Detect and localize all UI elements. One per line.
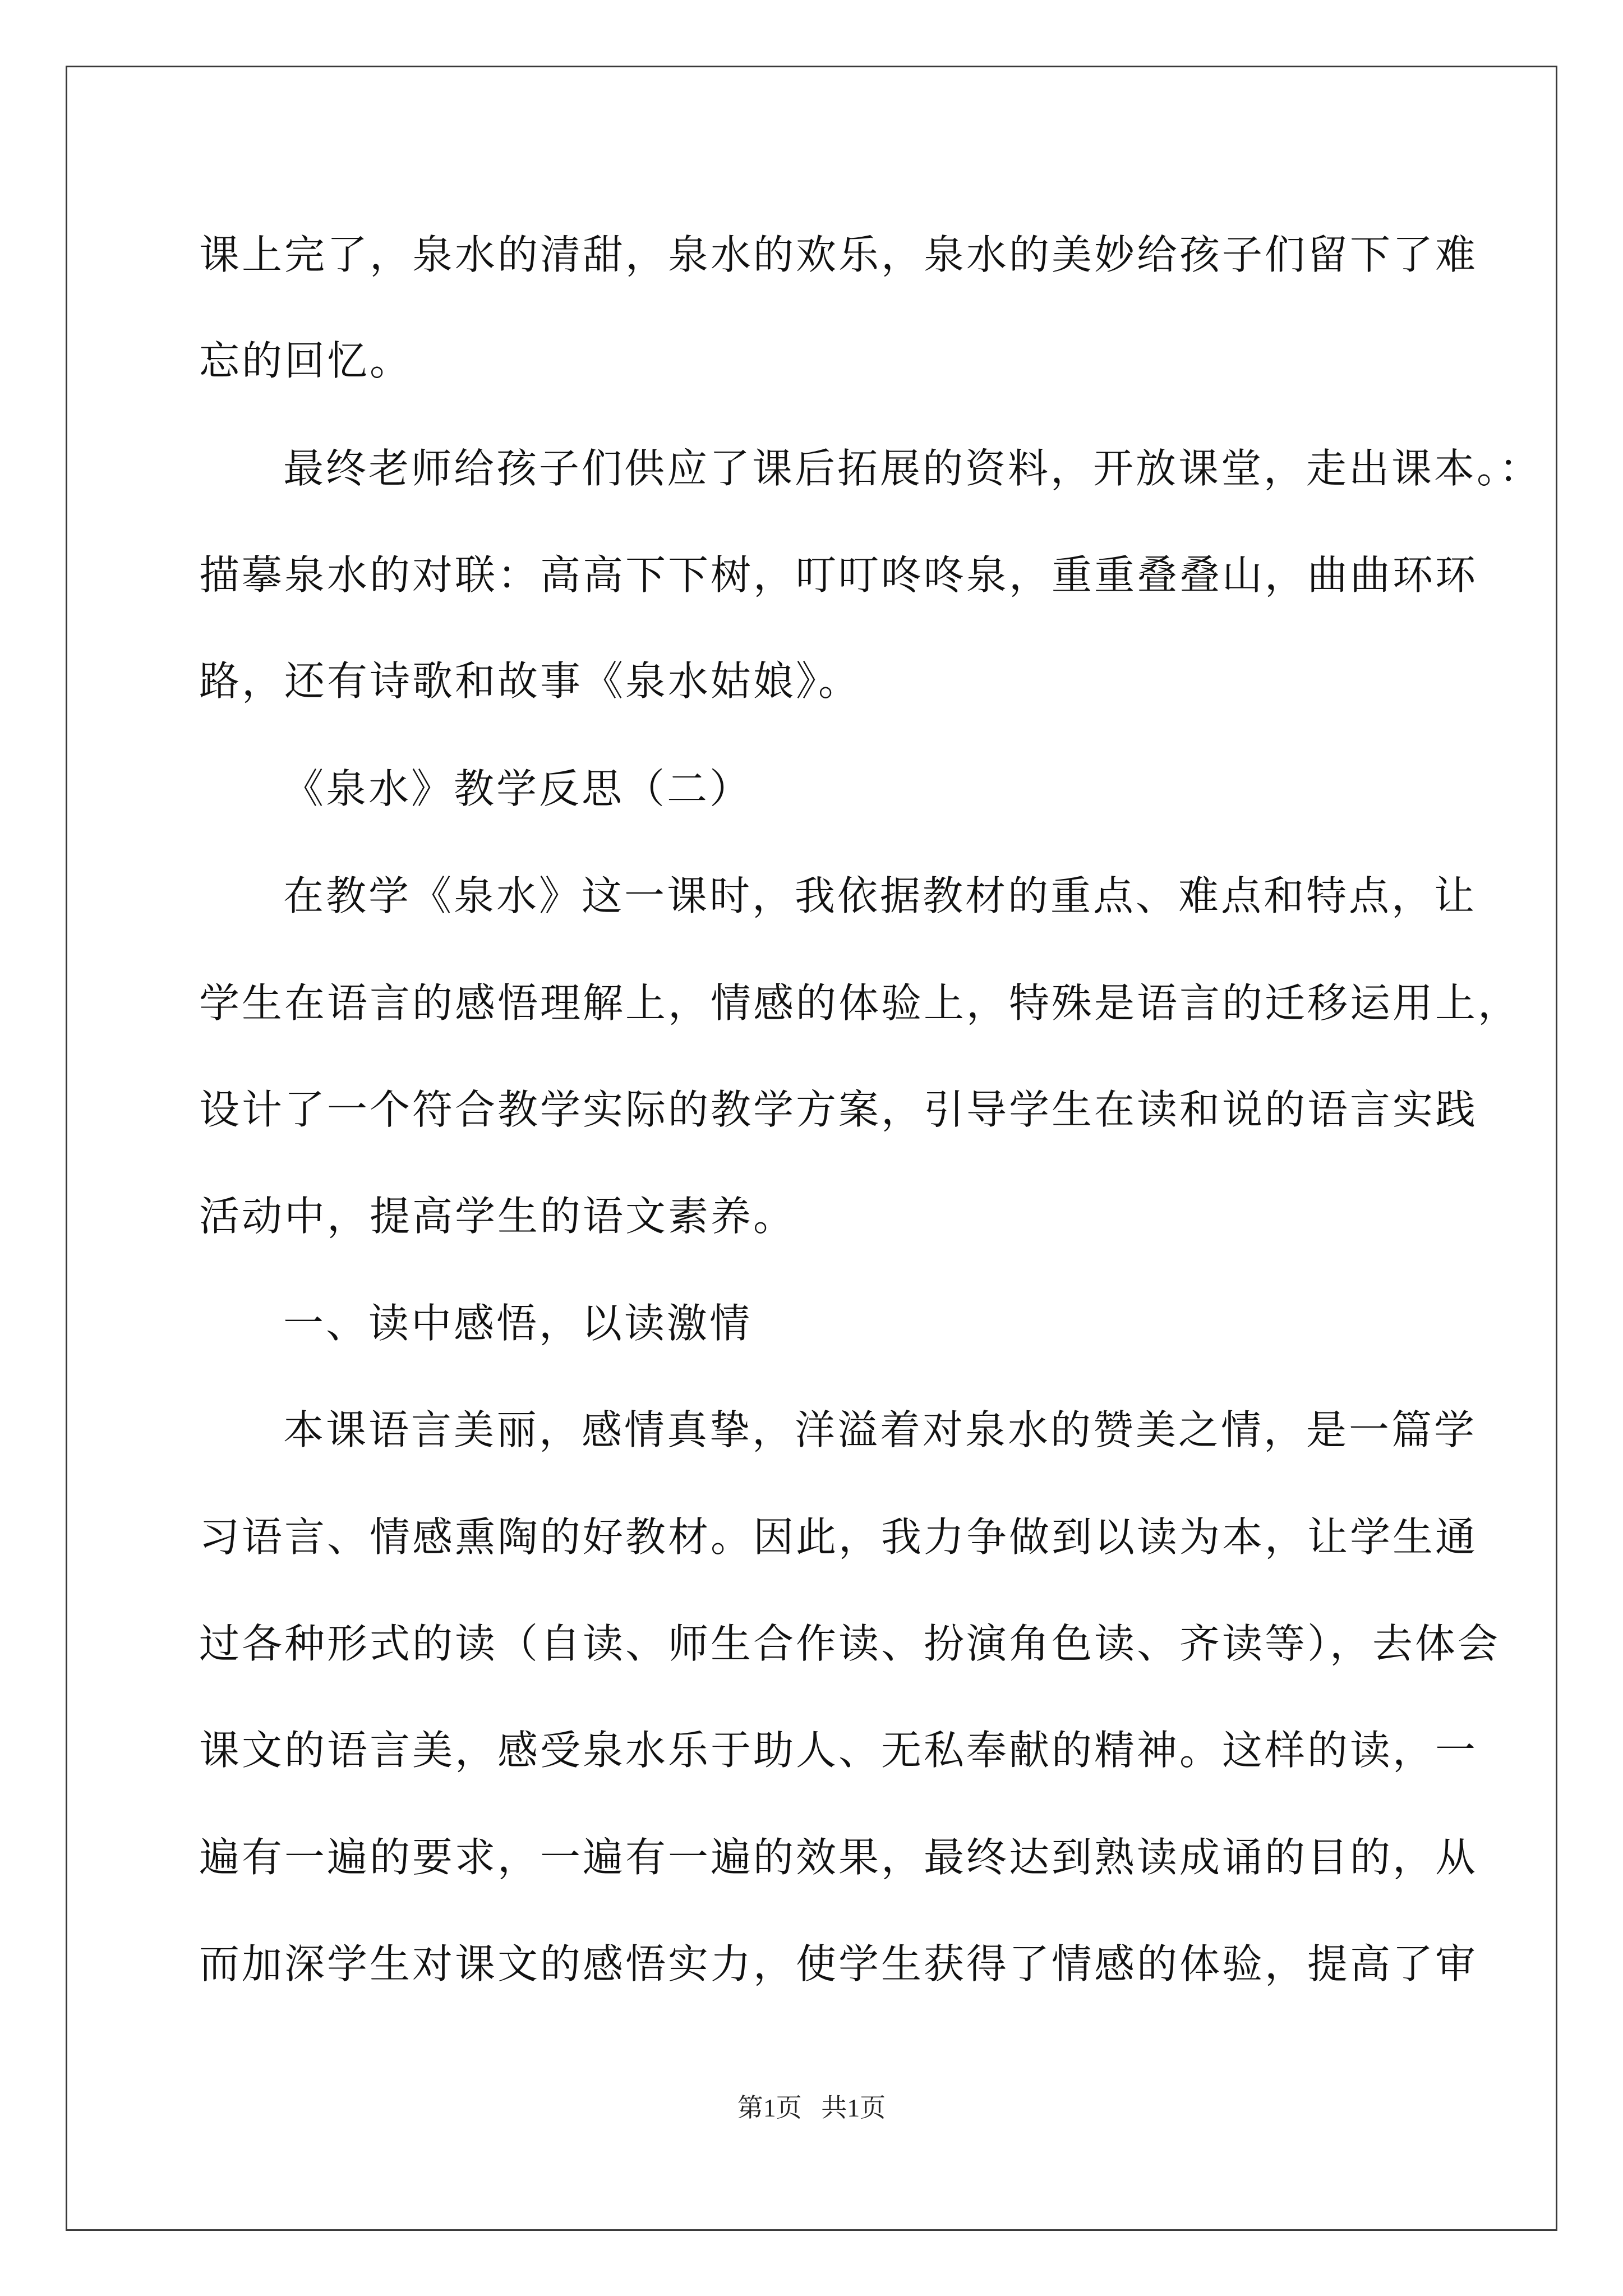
paragraph-start-line: 最终老师给孩子们供应了课后拓展的资料，开放课堂，走出课本。： <box>283 445 1542 492</box>
paragraph-start-line: 在教学《泉水》这一课时，我依据教材的重点、难点和特点，让 <box>283 872 1477 919</box>
subheading: 一、读中感悟，以读激情 <box>283 1300 753 1347</box>
text-line: 忘的回忆。 <box>199 337 413 384</box>
text-line: 描摹泉水的对联：高高下下树，叮叮咚咚泉，重重叠叠山，曲曲环环 <box>199 551 1478 599</box>
paragraph-start-line: 本课语言美丽，感情真挚，洋溢着对泉水的赞美之情，是一篇学 <box>283 1406 1477 1453</box>
text-line: 课文的语言美，感受泉水乐于助人、无私奉献的精神。这样的读，一 <box>199 1727 1478 1774</box>
text-line: 习语言、情感熏陶的好教材。因此，我力争做到以读为本，让学生通 <box>199 1513 1478 1561</box>
page-footer <box>0 2091 1623 2125</box>
text-line: 而加深学生对课文的感悟实力，使学生获得了情感的体验，提高了审 <box>199 1940 1478 1987</box>
text-line: 学生在语言的感悟理解上，情感的体验上，特殊是语言的迁移运用上， <box>199 979 1521 1027</box>
page-border <box>66 66 1557 2231</box>
text-line: 路，还有诗歌和故事《泉水姑娘》。 <box>199 657 861 705</box>
section-title: 《泉水》教学反思（二） <box>283 765 753 812</box>
page-total: 共1页 <box>821 2093 886 2122</box>
text-line: 活动中，提高学生的语文素养。 <box>199 1193 796 1240</box>
text-line: 遍有一遍的要求，一遍有一遍的效果，最终达到熟读成诵的目的，从 <box>199 1834 1478 1881</box>
text-line: 课上完了，泉水的清甜，泉水的欢乐，泉水的美妙给孩子们留下了难 <box>199 231 1478 278</box>
text-line: 过各种形式的读（自读、师生合作读、扮演角色读、齐读等），去体会 <box>199 1620 1501 1667</box>
text-line: 设计了一个符合教学实际的教学方案，引导学生在读和说的语言实践 <box>199 1086 1478 1133</box>
page-number: 第1页 <box>737 2093 802 2122</box>
